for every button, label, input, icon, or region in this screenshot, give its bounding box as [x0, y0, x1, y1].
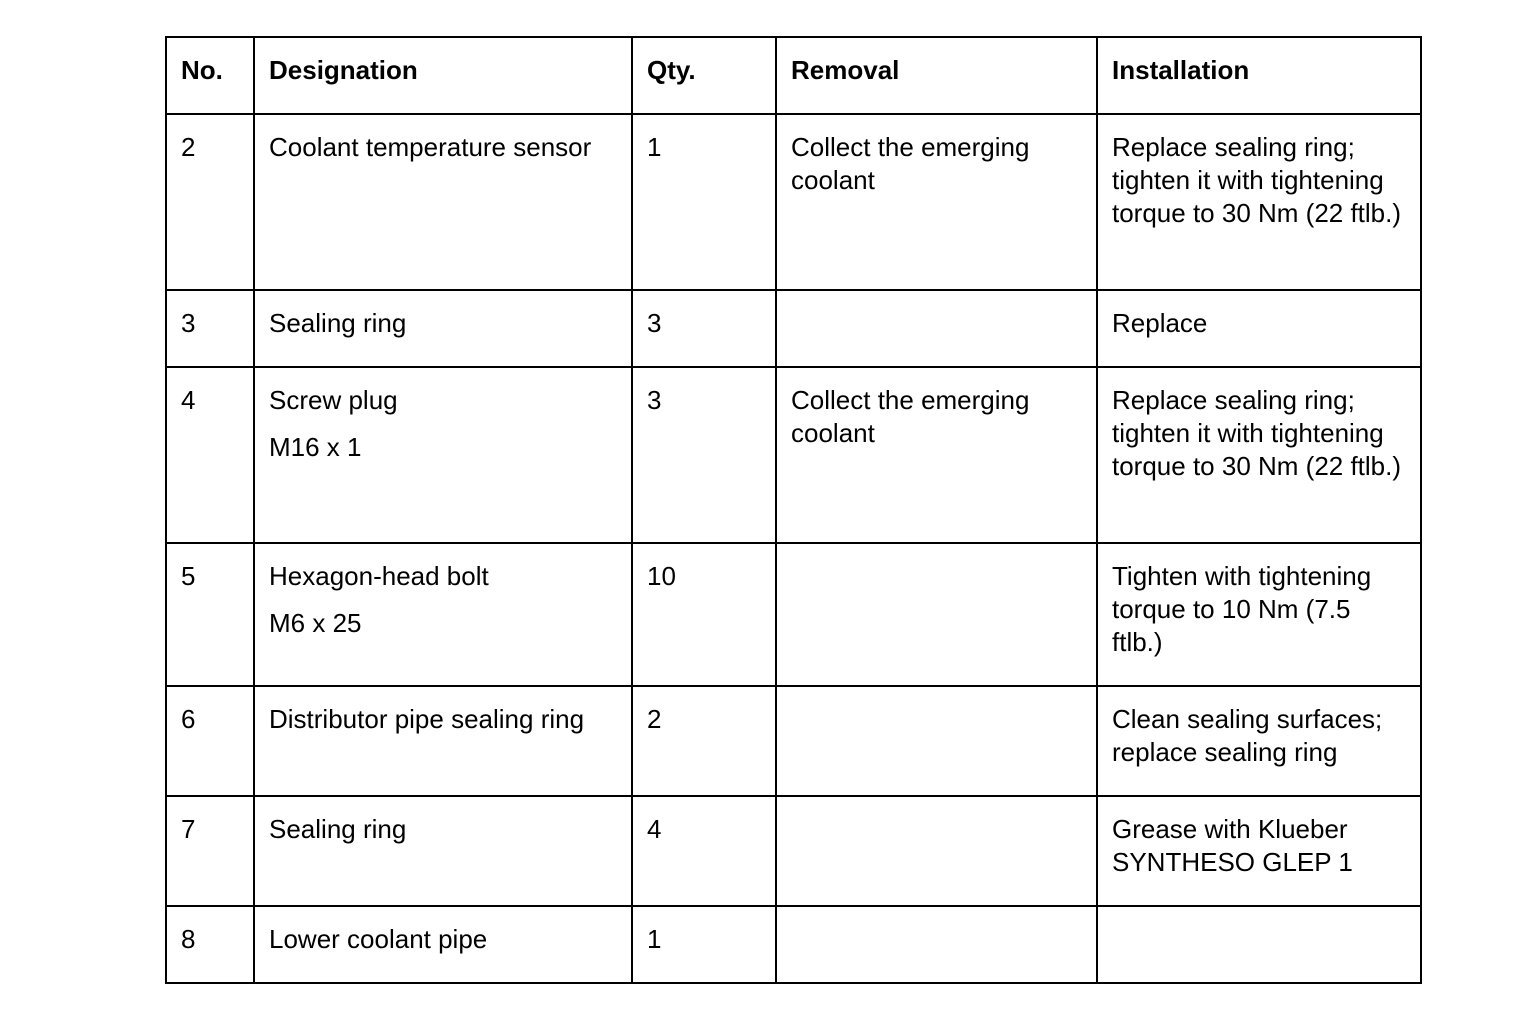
cell-no: 2 [166, 114, 254, 290]
cell-qty: 2 [632, 686, 776, 796]
cell-designation [254, 906, 632, 983]
cell-designation [254, 543, 632, 686]
table-row [166, 543, 1421, 686]
designation-subtext: M6 x 25 [269, 608, 362, 638]
cell-designation [254, 367, 632, 543]
header-qty: Qty. [632, 37, 776, 114]
designation-text: Sealing ring [269, 814, 407, 844]
cell-removal: Collect the emerging coolant [776, 114, 1097, 290]
cell-installation: Clean sealing surfaces; replace sealing ring [1097, 686, 1421, 796]
cell-no: 6 [166, 686, 254, 796]
designation-text: Hexagon-head bolt [269, 561, 489, 591]
table-row [166, 290, 1421, 367]
designation-text: Distributor pipe sealing ring [269, 704, 585, 734]
cell-no: 7 [166, 796, 254, 906]
designation-text: Lower coolant pipe [269, 924, 488, 954]
cell-qty: 10 [632, 543, 776, 686]
cell-installation: Replace sealing ring; tighten it with tightening torque to 30 Nm (22 ftlb.) [1097, 367, 1421, 543]
cell-designation [254, 796, 632, 906]
designation-text: Screw plug [269, 385, 398, 415]
cell-designation [254, 686, 632, 796]
cell-installation: Tighten with tightening torque to 10 Nm (7.5 ftlb.) [1097, 543, 1421, 686]
table-row [166, 114, 1421, 290]
cell-removal [776, 543, 1097, 686]
cell-no: 5 [166, 543, 254, 686]
designation-text: Coolant temperature sensor [269, 132, 592, 162]
cell-removal [776, 290, 1097, 367]
cell-qty: 4 [632, 796, 776, 906]
table-row [166, 796, 1421, 906]
cell-installation: Replace [1097, 290, 1421, 367]
designation-text: Sealing ring [269, 308, 407, 338]
header-removal: Removal [776, 37, 1097, 114]
cell-installation [1097, 906, 1421, 983]
parts-table [165, 36, 1422, 984]
cell-installation: Replace sealing ring; tighten it with tightening torque to 30 Nm (22 ftlb.) [1097, 114, 1421, 290]
cell-removal [776, 686, 1097, 796]
header-no: No. [166, 37, 254, 114]
cell-removal [776, 906, 1097, 983]
cell-removal: Collect the emerging coolant [776, 367, 1097, 543]
cell-installation: Grease with Klueber SYNTHESO GLEP 1 [1097, 796, 1421, 906]
cell-removal [776, 796, 1097, 906]
cell-qty: 1 [632, 906, 776, 983]
designation-subtext: M16 x 1 [269, 432, 362, 462]
table-row [166, 686, 1421, 796]
cell-no: 8 [166, 906, 254, 983]
header-installation: Installation [1097, 37, 1421, 114]
cell-qty: 3 [632, 367, 776, 543]
cell-no: 3 [166, 290, 254, 367]
table-row [166, 906, 1421, 983]
cell-designation [254, 114, 632, 290]
table-row [166, 367, 1421, 543]
cell-designation [254, 290, 632, 367]
table-header-row [166, 37, 1421, 114]
cell-no: 4 [166, 367, 254, 543]
header-designation: Designation [254, 37, 632, 114]
cell-qty: 1 [632, 114, 776, 290]
cell-qty: 3 [632, 290, 776, 367]
